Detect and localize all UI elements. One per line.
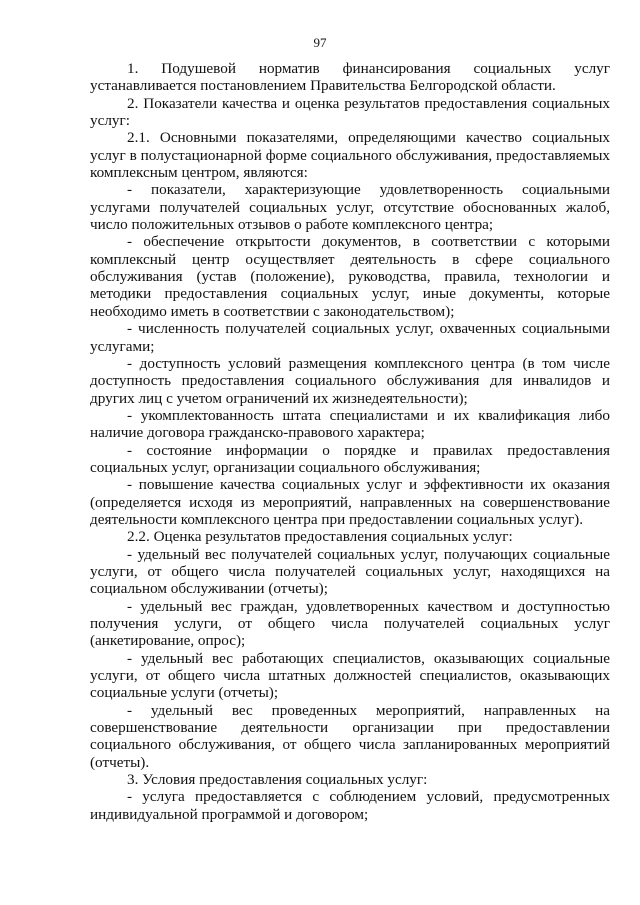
paragraph: 1. Подушевой норматив финансирования социальных услуг устанавливается постановлением Правительства Белгородской области. — [90, 60, 610, 95]
document-body — [90, 60, 610, 823]
paragraph: - укомплектованность штата специалистами и их квалификация либо наличие договора гражданско-правового характера; — [90, 406, 610, 442]
paragraph: - удельный вес граждан, удовлетворенных качеством и доступностью получения услуги, от общего числа получателей социальных услуг (анкетирование, опрос); — [90, 597, 610, 650]
paragraph: 2.1. Основными показателями, определяющими качество социальных услуг в полустационарной форме социального обслуживания, предоставляемых комплексным центром, являются: — [90, 129, 610, 182]
paragraph: - услуга предоставляется с соблюдением условий, предусмотренных индивидуальной программой и договором; — [90, 788, 610, 823]
paragraph: - удельный вес работающих специалистов, оказывающих социальные услуги, от общего числа штатных должностей специалистов, оказывающих социальные услуги (отчеты); — [90, 649, 610, 702]
paragraph: - обеспечение открытости документов, в соответствии с которыми комплексный центр осуществляет деятельность в сфере социального обслуживания (устав (положение), руководства, правила, технологии и методики предоставления социальных услуг, иные документы, которые необходимо иметь в соответствии с законодательством); — [90, 233, 610, 320]
paragraph: - доступность условий размещения комплексного центра (в том числе доступность предоставления социального обслуживания для инвалидов и других лиц с учетом ограничений их жизнедеятельности); — [90, 354, 610, 407]
paragraph: 2. Показатели качества и оценка результатов предоставления социальных услуг: — [90, 94, 610, 130]
paragraph: - удельный вес проведенных мероприятий, направленных на совершенствование деятельности организации при предоставлении социального обслуживания, от общего числа запланированных мероприятий (отчеты). — [90, 701, 610, 771]
paragraph: 3. Условия предоставления социальных услуг: — [127, 771, 428, 789]
paragraph: 2.2. Оценка результатов предоставления социальных услуг: — [127, 528, 513, 546]
page-number: 97 — [313, 35, 327, 50]
paragraph: - состояние информации о порядке и правилах предоставления социальных услуг, организации социального обслуживания; — [90, 441, 610, 476]
paragraph: - удельный вес получателей социальных услуг, получающих социальные услуги, от общего числа получателей социальных услуг, находящихся на социальном обслуживании (отчеты); — [90, 545, 610, 598]
paragraph: - показатели, характеризующие удовлетворенность социальными услугами получателей социальных услуг, отсутствие обоснованных жалоб, число положительных отзывов о работе комплексного центра; — [90, 181, 610, 234]
paragraph: - повышение качества социальных услуг и эффективности их оказания (определяется исходя из мероприятий, направленных на совершенствование деятельности комплексного центра при предоставлении социальных услуг). — [90, 476, 610, 528]
paragraph: - численность получателей социальных услуг, охваченных социальными услугами; — [90, 320, 610, 355]
